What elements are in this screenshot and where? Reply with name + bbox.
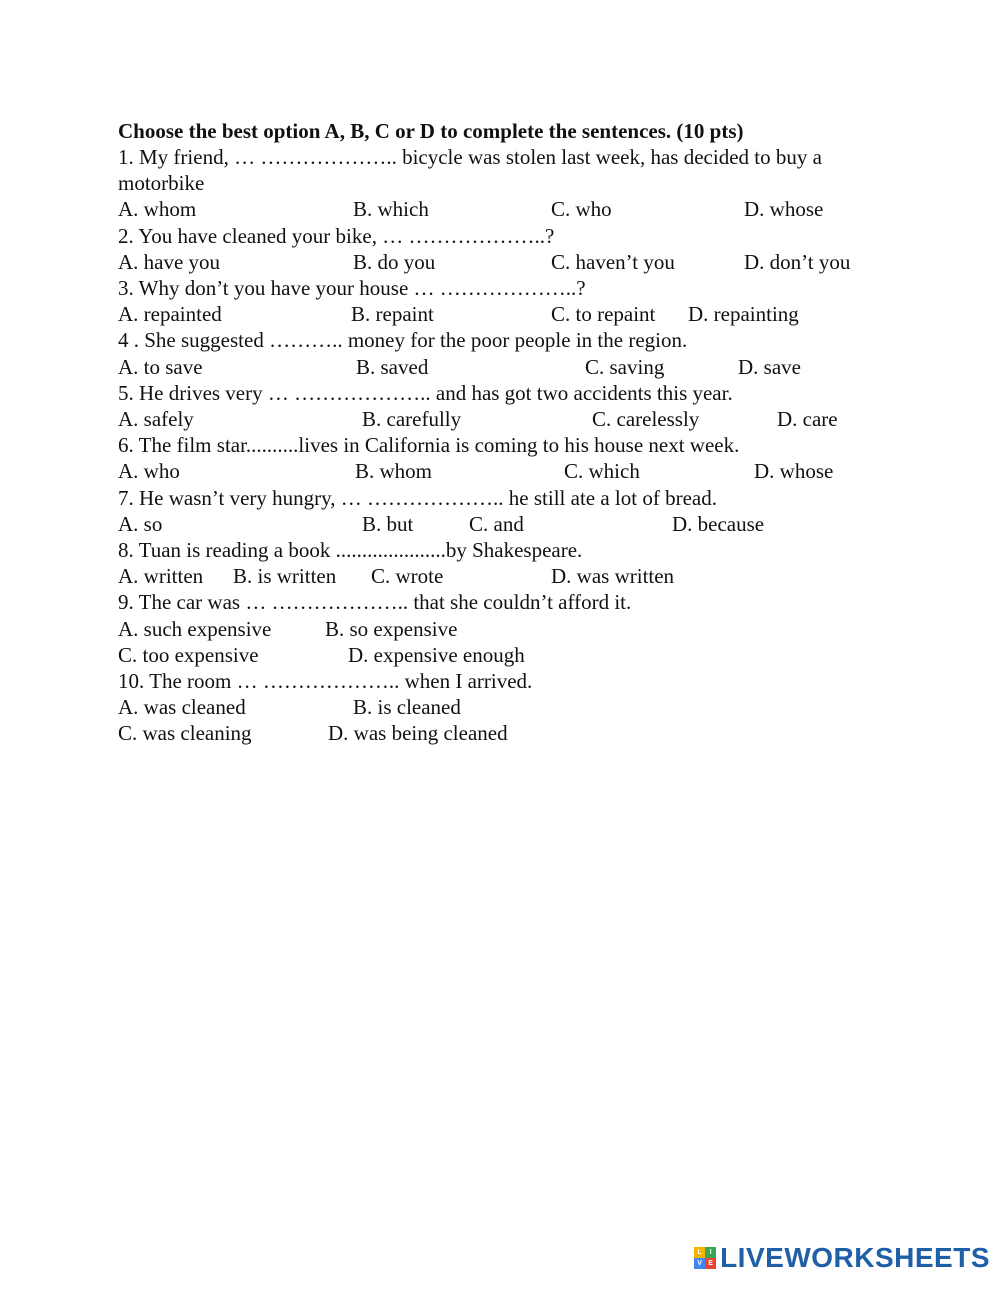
answer-option[interactable]: A. so: [118, 511, 163, 536]
question-text: 5. He drives very … ……………….. and has got two accidents this year.: [118, 380, 733, 405]
logo-letter: L: [694, 1247, 705, 1258]
answer-option[interactable]: C. wrote: [371, 564, 444, 589]
question-text: 7. He wasn’t very hungry, … ……………….. he still ate a lot of bread.: [118, 485, 717, 510]
option-row: [118, 354, 878, 380]
question-text: 9. The car was … ……………….. that she couldn’t afford it.: [118, 590, 632, 615]
logo-text: LIVEWORKSHEETS: [720, 1242, 990, 1273]
option-row: [118, 511, 878, 537]
question-list: [118, 144, 878, 746]
answer-option[interactable]: A. safely: [118, 406, 194, 431]
worksheet: [118, 118, 878, 746]
answer-option[interactable]: C. and: [469, 511, 524, 536]
answer-option[interactable]: C. to repaint: [551, 302, 656, 327]
answer-option[interactable]: D. repainting: [688, 302, 799, 327]
answer-option[interactable]: A. have you: [118, 249, 221, 274]
question-text: 4 . She suggested ……….. money for the poor people in the region.: [118, 328, 688, 353]
answer-option[interactable]: B. whom: [355, 459, 433, 484]
answer-option[interactable]: D. don’t you: [744, 249, 851, 274]
logo-letter: I: [705, 1247, 716, 1258]
answer-option[interactable]: B. so expensive: [325, 616, 458, 641]
answer-option[interactable]: B. but: [362, 511, 414, 536]
option-row: [118, 642, 878, 668]
answer-option[interactable]: C. which: [564, 459, 640, 484]
question-text: 1. My friend, … ……………….. bicycle was stolen last week, has decided to buy a motorbike: [118, 145, 822, 196]
answer-option[interactable]: B. do you: [353, 249, 436, 274]
answer-option[interactable]: B. saved: [356, 354, 429, 379]
answer-option[interactable]: A. repainted: [118, 302, 222, 327]
question-text: 2. You have cleaned your bike, … ………………..?: [118, 223, 555, 248]
logo-mark-icon: [694, 1247, 716, 1269]
answer-option[interactable]: B. carefully: [362, 406, 462, 431]
answer-option[interactable]: C. carelessly: [592, 406, 700, 431]
answer-option[interactable]: D. expensive enough: [348, 642, 525, 667]
option-row: [118, 406, 878, 432]
answer-option[interactable]: B. is cleaned: [353, 695, 461, 720]
answer-option[interactable]: D. care: [777, 406, 838, 431]
answer-option[interactable]: A. such expensive: [118, 616, 272, 641]
answer-option[interactable]: B. which: [353, 197, 429, 222]
logo-letter: E: [705, 1258, 716, 1269]
answer-option[interactable]: A. written: [118, 564, 204, 589]
option-row: [118, 249, 878, 275]
option-row: [118, 563, 878, 589]
answer-option[interactable]: B. repaint: [351, 302, 434, 327]
answer-option[interactable]: B. is written: [233, 564, 337, 589]
answer-option[interactable]: A. was cleaned: [118, 695, 246, 720]
answer-option[interactable]: A. whom: [118, 197, 197, 222]
answer-option[interactable]: A. to save: [118, 354, 203, 379]
question-text: 8. Tuan is reading a book .....................by Shakespeare.: [118, 537, 583, 562]
answer-option[interactable]: C. who: [551, 197, 612, 222]
answer-option[interactable]: C. saving: [585, 354, 665, 379]
option-row: [118, 694, 878, 720]
answer-option[interactable]: D. save: [738, 354, 801, 379]
option-row: [118, 196, 878, 222]
answer-option[interactable]: D. was written: [551, 564, 675, 589]
answer-option[interactable]: D. was being cleaned: [328, 721, 508, 746]
logo-letter: V: [694, 1258, 705, 1269]
answer-option[interactable]: D. whose: [744, 197, 824, 222]
question-text: 6. The film star..........lives in California is coming to his house next week.: [118, 433, 740, 458]
answer-option[interactable]: C. haven’t you: [551, 249, 675, 274]
question-text: 3. Why don’t you have your house … ………………..?: [118, 275, 586, 300]
answer-option[interactable]: C. too expensive: [118, 642, 259, 667]
answer-option[interactable]: C. was cleaning: [118, 721, 252, 746]
option-row: [118, 301, 878, 327]
answer-option[interactable]: A. who: [118, 459, 180, 484]
option-row: [118, 458, 878, 484]
answer-option[interactable]: D. because: [672, 511, 765, 536]
option-row: [118, 616, 878, 642]
question-text: 10. The room … ……………….. when I arrived.: [118, 668, 533, 693]
answer-option[interactable]: D. whose: [754, 459, 834, 484]
liveworksheets-logo[interactable]: [694, 1243, 990, 1273]
instructions: Choose the best option A, B, C or D to complete the sentences. (10 pts): [118, 119, 744, 143]
option-row: [118, 720, 878, 746]
